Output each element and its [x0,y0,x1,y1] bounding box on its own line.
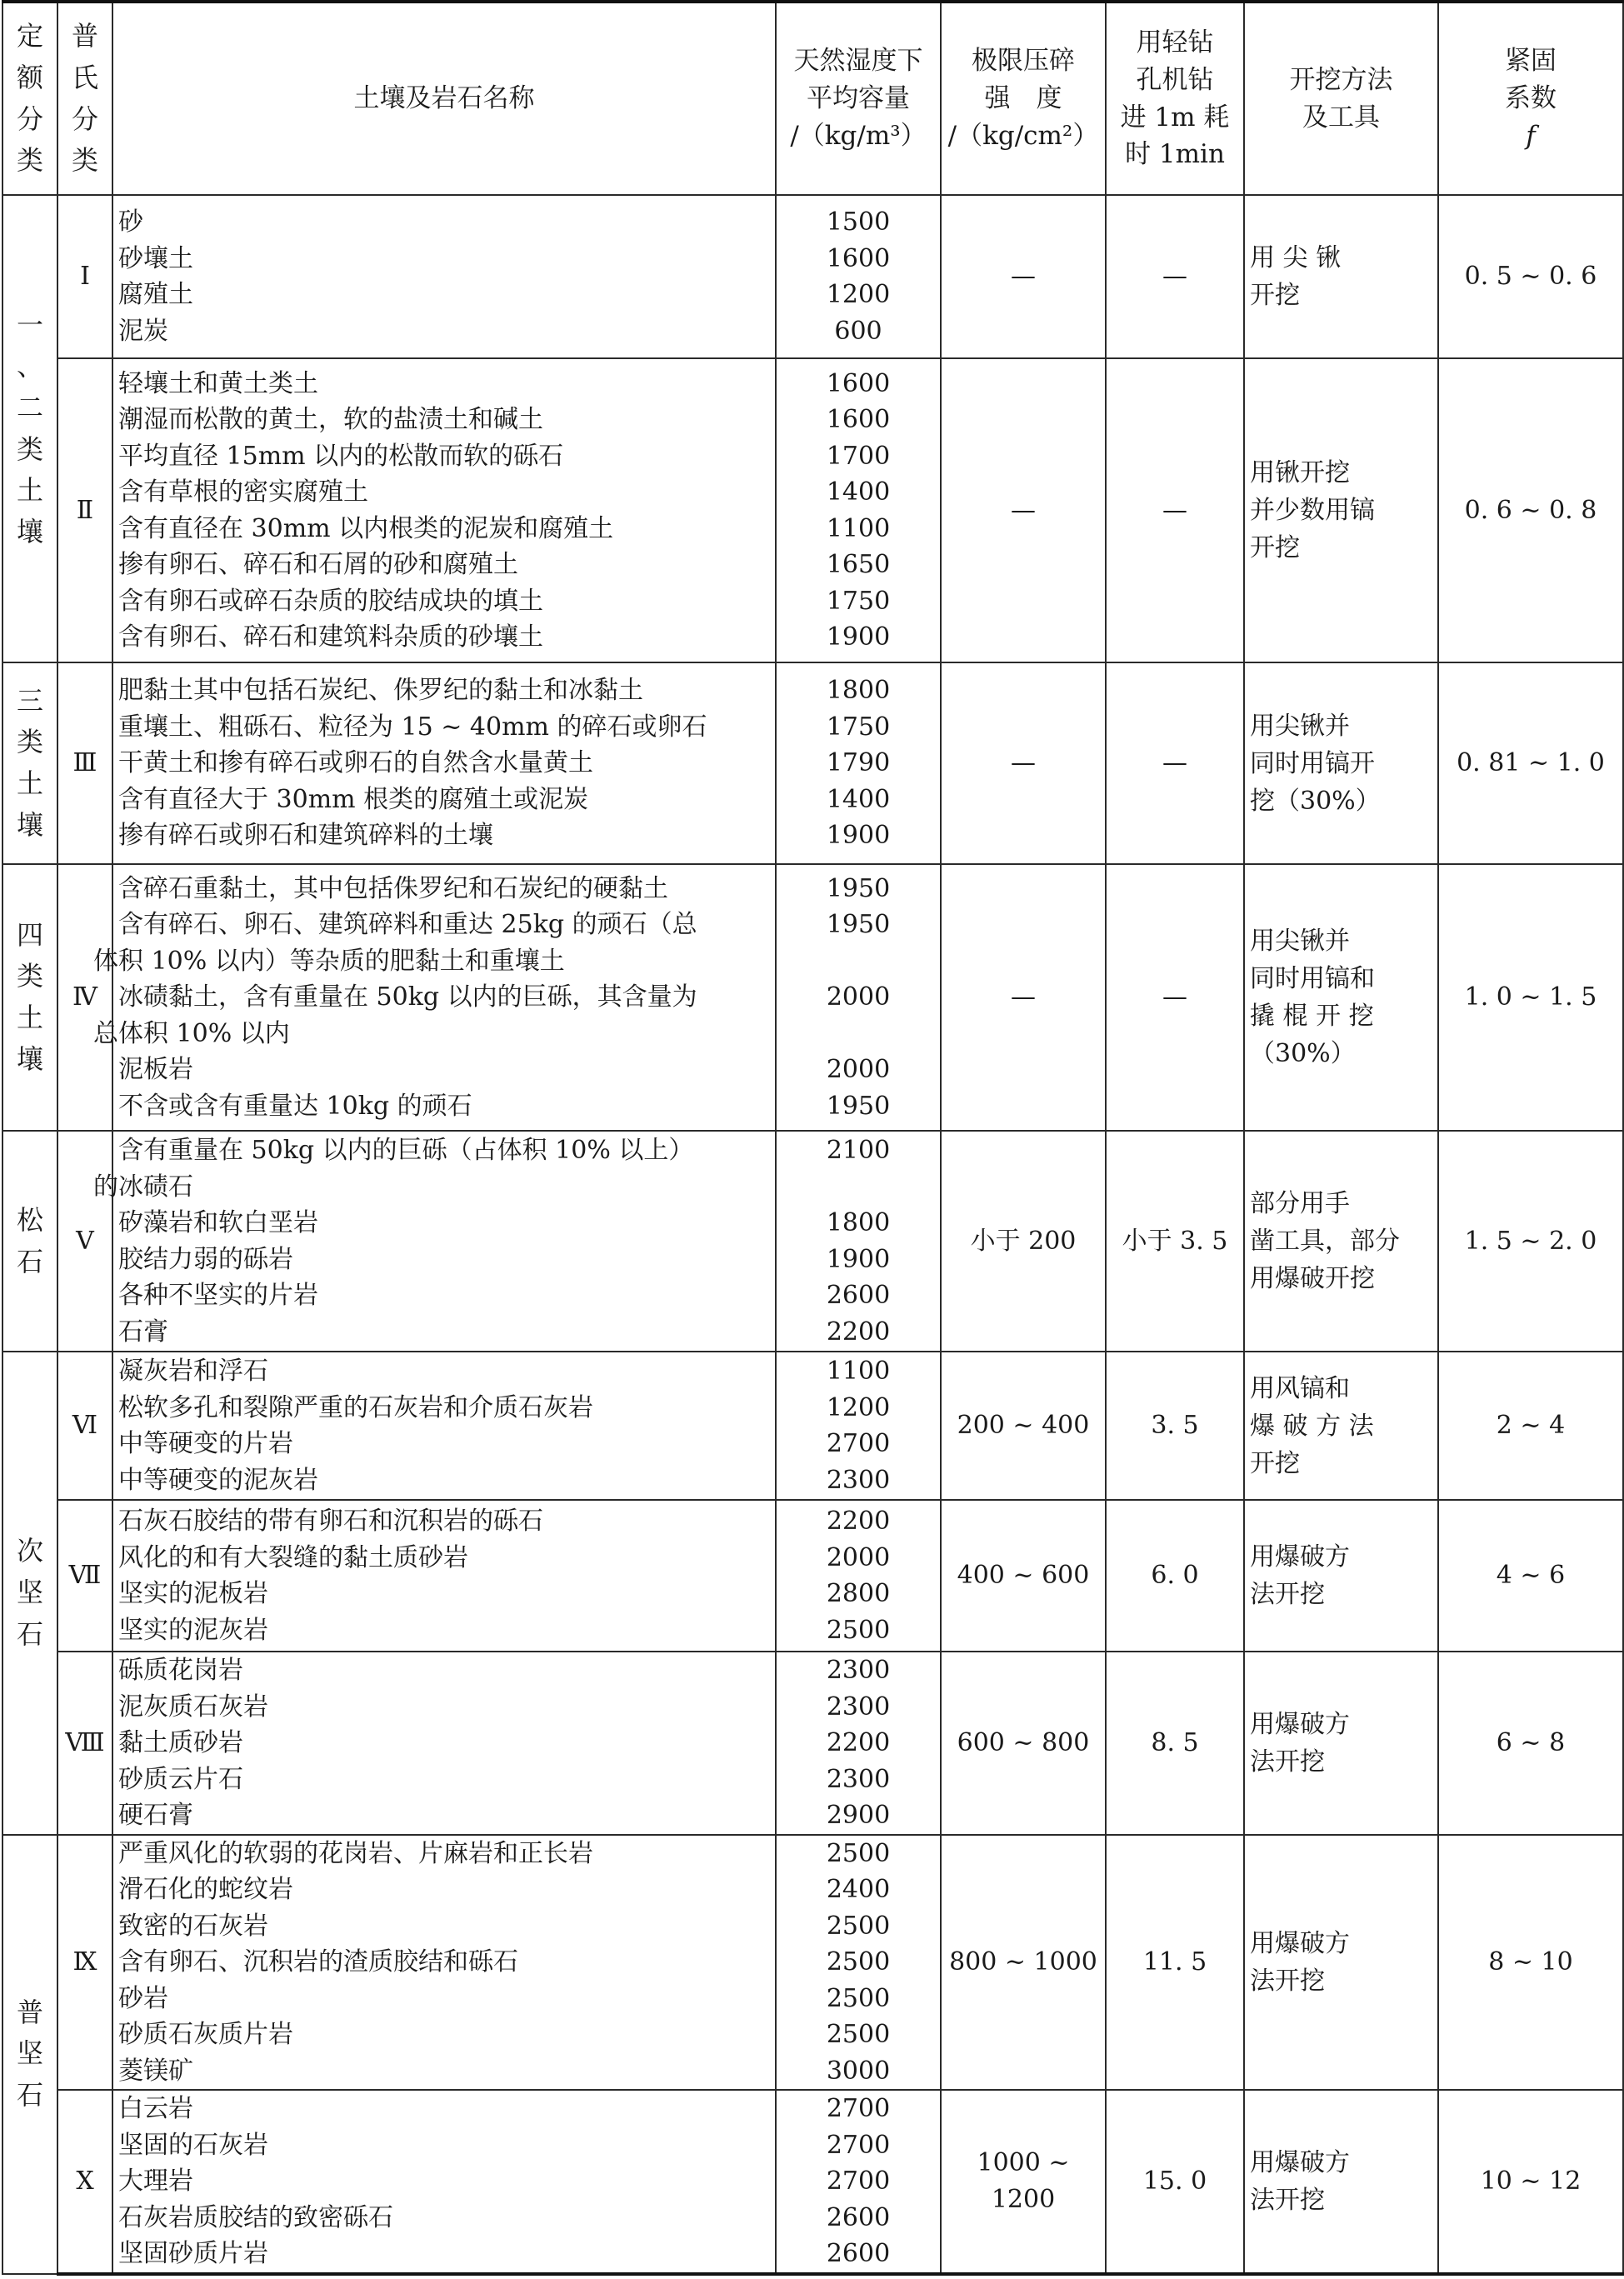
excavation-method-cell [1244,1835,1438,2091]
material-name: 掺有卵石、碎石和石屑的砂和腐殖土 [118,550,518,579]
density-value: 1500 [826,207,891,237]
density-value: 1650 [826,550,891,579]
method-line: 法开挖 [1250,1580,1325,1609]
density-value: 2500 [826,1911,891,1941]
density-value: 2100 [826,1136,891,1165]
excavation-method-cell [1244,864,1438,1131]
method-line: 部分用手 [1250,1189,1350,1218]
density-value: 2000 [826,1055,891,1085]
density-value: 1100 [826,513,891,543]
method-line: 开挖 [1250,533,1300,562]
excavation-method-cell [1244,1652,1438,1835]
density-value: 2600 [826,2239,891,2268]
material-names-cell [112,195,776,358]
material-name: 中等硬变的泥灰岩 [118,1465,318,1495]
density-cell [776,1500,941,1652]
density-spacer [782,943,935,980]
roman-class-cell: Ⅱ [57,358,112,662]
material-name: 石膏 [118,1317,168,1347]
material-name: 砾质花岗岩 [118,1656,243,1685]
roman-class-cell: Ⅸ [57,1835,112,2091]
material-name: 含有卵石或碎石杂质的胶结成块的填土 [118,586,543,616]
density-value: 1800 [826,676,891,706]
density-value: 1950 [826,910,891,940]
material-name: 菱镁矿 [118,2056,193,2086]
method-line: 用爆破方 [1250,1709,1350,1739]
table-body [2,195,1623,2274]
material-name: 冰碛黏土，含有重量在 50kg 以内的巨砾，其含量为 [118,982,697,1012]
density-value: 1100 [826,1357,891,1386]
density-value: 1700 [826,441,891,471]
density-value: 1950 [826,873,891,903]
material-name: 不含或含有重量达 10kg 的顽石 [118,1091,472,1121]
method-line: 同时用镐开 [1250,748,1375,778]
method-line: 用爆破开挖 [1250,1264,1375,1293]
header-density: 天然湿度下 平均容量 /（kg/m³） [776,2,941,195]
category-cell: 三 类 土 壤 [2,662,57,864]
density-value: 2700 [826,2167,891,2196]
density-value: 2500 [826,1947,891,1977]
density-value: 2900 [826,1801,891,1830]
density-value: 2500 [826,1983,891,2013]
material-name: 含有直径大于 30mm 根类的腐殖土或泥炭 [118,784,589,814]
material-name: 胶结力弱的砾岩 [118,1244,293,1274]
header-coefficient: 紧固 系数 f [1438,2,1623,195]
material-name-continued: 体积 10% 以内）等杂质的肥黏土和重壤土 [93,946,565,976]
method-line: 用锹开挖 [1250,458,1350,487]
coefficient-cell: 8 ~ 10 [1438,1835,1623,2091]
strength-cell: 小于 200 [941,1131,1106,1352]
material-name: 泥炭 [118,316,168,346]
strength-cell: 600 ~ 800 [941,1652,1106,1835]
material-names-cell [112,1500,776,1652]
header-method: 开挖方法 及工具 [1244,2,1438,195]
material-name: 黏土质砂岩 [118,1728,243,1757]
material-names-cell [112,2090,776,2274]
header-protodyakonov: 普 氏 分 类 [57,2,112,195]
material-names-cell [112,662,776,864]
class-row [2,1500,1623,1652]
density-cell [776,2090,941,2274]
material-name: 硬石膏 [118,1801,193,1830]
material-name: 中等硬变的片岩 [118,1429,293,1458]
excavation-method-cell [1244,1352,1438,1500]
material-name: 风化的和有大裂缝的黏土质砂岩 [118,1542,468,1572]
excavation-method-cell [1244,1131,1438,1352]
material-name: 含有碎石、卵石、建筑碎料和重达 25kg 的顽石（总 [118,910,697,940]
density-value: 2400 [826,1875,891,1904]
drill-time-cell: — [1106,195,1244,358]
density-value: 1800 [826,1208,891,1237]
density-value: 2500 [826,1838,891,1868]
header-row [2,2,1623,195]
material-names-cell [112,1352,776,1500]
class-row [2,195,1623,358]
density-value: 2200 [826,1728,891,1757]
density-value: 1900 [826,622,891,652]
material-name: 泥板岩 [118,1055,193,1085]
material-names-cell [112,1652,776,1835]
density-value: 3000 [826,2056,891,2086]
material-name: 平均直径 15mm 以内的松散而软的砾石 [118,441,564,471]
material-name: 泥灰质石灰岩 [118,1692,268,1722]
material-name: 大理岩 [118,2167,193,2196]
class-row [2,1131,1623,1352]
density-cell [776,1131,941,1352]
material-name: 腐殖土 [118,280,193,309]
class-row [2,2090,1623,2274]
material-name: 砂壤土 [118,243,193,273]
density-value: 1400 [826,784,891,814]
material-name: 致密的石灰岩 [118,1911,268,1941]
density-value: 2800 [826,1579,891,1608]
density-spacer [782,1169,935,1206]
header-name: 土壤及岩石名称 [112,2,776,195]
density-value: 2600 [826,2202,891,2232]
density-value: 1400 [826,477,891,507]
material-name: 石灰石胶结的带有卵石和沉积岩的砾石 [118,1507,543,1536]
density-value: 2300 [826,1656,891,1685]
material-name: 滑石化的蛇纹岩 [118,1875,293,1904]
material-name: 松软多孔和裂隙严重的石灰岩和介质石灰岩 [118,1392,593,1422]
strength-cell: — [941,864,1106,1131]
class-row [2,662,1623,864]
material-name: 潮湿而松散的黄土，软的盐渍土和碱土 [118,405,543,434]
roman-class-cell: Ⅲ [57,662,112,864]
density-value: 1200 [826,280,891,309]
density-cell [776,195,941,358]
density-value: 2300 [826,1764,891,1794]
density-value: 2600 [826,1281,891,1310]
density-value: 1200 [826,1392,891,1422]
coefficient-cell: 1. 5 ~ 2. 0 [1438,1131,1623,1352]
coefficient-cell: 6 ~ 8 [1438,1652,1623,1835]
density-cell [776,1652,941,1835]
material-name: 白云岩 [118,2094,193,2123]
material-name: 凝灰岩和浮石 [118,1357,268,1386]
drill-time-cell: 8. 5 [1106,1652,1244,1835]
material-name: 重壤土、粗砾石、粒径为 15 ~ 40mm 的碎石或卵石 [118,712,707,742]
material-name: 砂质云片石 [118,1764,243,1794]
strength-cell: — [941,195,1106,358]
density-value: 1790 [826,748,891,778]
material-name: 含有重量在 50kg 以内的巨砾（占体积 10% 以上） [118,1136,694,1165]
method-line: 法开挖 [1250,1747,1325,1777]
method-line: 法开挖 [1250,2185,1325,2215]
density-cell [776,662,941,864]
density-value: 2000 [826,982,891,1012]
coefficient-cell: 0. 6 ~ 0. 8 [1438,358,1623,662]
soil-rock-classification-table [2,0,1624,2276]
density-value: 2500 [826,1615,891,1645]
method-line: 并少数用镐 [1250,496,1375,525]
material-names-cell [112,1835,776,2091]
category-cell: 松 石 [2,1131,57,1352]
drill-time-cell: 小于 3. 5 [1106,1131,1244,1352]
roman-class-cell: Ⅷ [57,1652,112,1835]
excavation-method-cell [1244,662,1438,864]
method-line: 用爆破方 [1250,2147,1350,2177]
roman-class-cell: Ⅵ [57,1352,112,1500]
method-line: 用爆破方 [1250,1928,1350,1958]
density-value: 2200 [826,1507,891,1536]
density-value: 1600 [826,243,891,273]
material-name: 坚实的泥板岩 [118,1579,268,1608]
material-name: 矽藻岩和软白垩岩 [118,1208,318,1237]
coefficient-cell: 10 ~ 12 [1438,2090,1623,2274]
header-drill-time: 用轻钻 孔机钻 进 1m 耗 时 1min [1106,2,1244,195]
material-name: 坚实的泥灰岩 [118,1615,268,1645]
coefficient-cell: 4 ~ 6 [1438,1500,1623,1652]
drill-time-cell: — [1106,358,1244,662]
material-name: 干黄土和掺有碎石或卵石的自然含水量黄土 [118,748,593,778]
material-name: 含有卵石、沉积岩的渣质胶结和砾石 [118,1947,518,1977]
density-value: 1750 [826,712,891,742]
density-spacer [782,1016,935,1052]
material-name: 坚固的石灰岩 [118,2130,268,2160]
method-line: 开挖 [1250,1448,1300,1478]
drill-time-cell: — [1106,864,1244,1131]
material-name: 肥黏土其中包括石炭纪、侏罗纪的黏土和冰黏土 [118,676,643,706]
material-name: 砂质石灰质片岩 [118,2020,293,2049]
material-name: 含碎石重黏土，其中包括侏罗纪和石炭纪的硬黏土 [118,873,668,903]
material-name: 轻壤土和黄土类土 [118,368,318,398]
density-value: 600 [834,316,882,346]
density-value: 2700 [826,1429,891,1458]
category-cell: 次 坚 石 [2,1352,57,1835]
roman-class-cell: Ⅹ [57,2090,112,2274]
drill-time-cell: 6. 0 [1106,1500,1244,1652]
material-name: 砂 [118,207,143,237]
drill-time-cell: — [1106,662,1244,864]
material-name: 石灰岩质胶结的致密砾石 [118,2202,393,2232]
excavation-method-cell [1244,2090,1438,2274]
class-row [2,1352,1623,1500]
roman-class-cell: Ⅳ [57,864,112,1131]
method-line: 用尖锹并 [1250,711,1350,741]
method-line: 法开挖 [1250,1966,1325,1996]
material-name: 含有卵石、碎石和建筑料杂质的砂壤土 [118,622,543,652]
roman-class-cell: Ⅰ [57,195,112,358]
material-name-continued: 的冰碛石 [93,1172,193,1202]
class-row [2,358,1623,662]
density-cell [776,1352,941,1500]
density-cell [776,358,941,662]
material-name: 掺有碎石或卵石和建筑碎料的土壤 [118,821,493,851]
material-name: 含有直径在 30mm 以内根类的泥炭和腐殖土 [118,513,614,543]
density-value: 1600 [826,368,891,398]
density-value: 2300 [826,1465,891,1495]
strength-cell: 1000 ~ 1200 [941,2090,1106,2274]
strength-cell: 400 ~ 600 [941,1500,1106,1652]
excavation-method-cell [1244,358,1438,662]
method-line: 挖（30%） [1250,786,1381,816]
drill-time-cell: 15. 0 [1106,2090,1244,2274]
material-name: 含有草根的密实腐殖土 [118,477,368,507]
density-value: 1900 [826,821,891,851]
density-value: 2700 [826,2130,891,2160]
material-name: 砂岩 [118,1983,168,2013]
category-cell: 普 坚 石 [2,1835,57,2274]
header-category: 定 额 分 类 [2,2,57,195]
category-cell: 一 、 二 类 土 壤 [2,195,57,662]
material-names-cell [112,358,776,662]
strength-cell: 800 ~ 1000 [941,1835,1106,2091]
category-cell: 四 类 土 壤 [2,864,57,1131]
density-value: 2700 [826,2094,891,2123]
density-value: 2200 [826,1317,891,1347]
coefficient-cell: 1. 0 ~ 1. 5 [1438,864,1623,1131]
method-line: 撬 棍 开 挖 [1250,1002,1374,1031]
coefficient-cell: 0. 5 ~ 0. 6 [1438,195,1623,358]
strength-cell: — [941,662,1106,864]
density-value: 1600 [826,405,891,434]
material-names-cell [93,1131,776,1352]
drill-time-cell: 11. 5 [1106,1835,1244,2091]
density-value: 1900 [826,1244,891,1274]
coefficient-cell: 2 ~ 4 [1438,1352,1623,1500]
method-line: 同时用镐和 [1250,964,1375,993]
method-line: 用风镐和 [1250,1373,1350,1403]
material-names-cell [93,864,776,1131]
strength-cell: — [941,358,1106,662]
excavation-method-cell [1244,195,1438,358]
density-value: 1950 [826,1091,891,1121]
method-line: 用 尖 锹 [1250,243,1342,272]
density-value: 1750 [826,586,891,616]
method-line: 凿工具，部分 [1250,1227,1400,1256]
material-name: 各种不坚实的片岩 [118,1281,318,1310]
method-line: （30%） [1250,1039,1356,1068]
method-line: 爆 破 方 法 [1250,1411,1374,1441]
method-line: 开挖 [1250,281,1300,310]
excavation-method-cell [1244,1500,1438,1652]
method-line: 用爆破方 [1250,1542,1350,1572]
strength-cell: 200 ~ 400 [941,1352,1106,1500]
coefficient-cell: 0. 81 ~ 1. 0 [1438,662,1623,864]
material-name: 坚固砂质片岩 [118,2239,268,2268]
material-name-continued: 总体积 10% 以内 [93,1018,290,1048]
density-value: 2000 [826,1542,891,1572]
roman-class-cell: Ⅶ [57,1500,112,1652]
drill-time-cell: 3. 5 [1106,1352,1244,1500]
class-row [2,1835,1623,2091]
density-value: 2300 [826,1692,891,1722]
density-cell [776,1835,941,2091]
roman-class-cell: Ⅴ [57,1131,112,1352]
class-row [2,864,1623,1131]
class-row [2,1652,1623,1835]
density-cell [776,864,941,1131]
density-value: 2500 [826,2020,891,2049]
header-strength: 极限压碎 强 度 /（kg/cm²） [941,2,1106,195]
material-name: 严重风化的软弱的花岗岩、片麻岩和正长岩 [118,1838,593,1868]
method-line: 用尖锹并 [1250,927,1350,956]
